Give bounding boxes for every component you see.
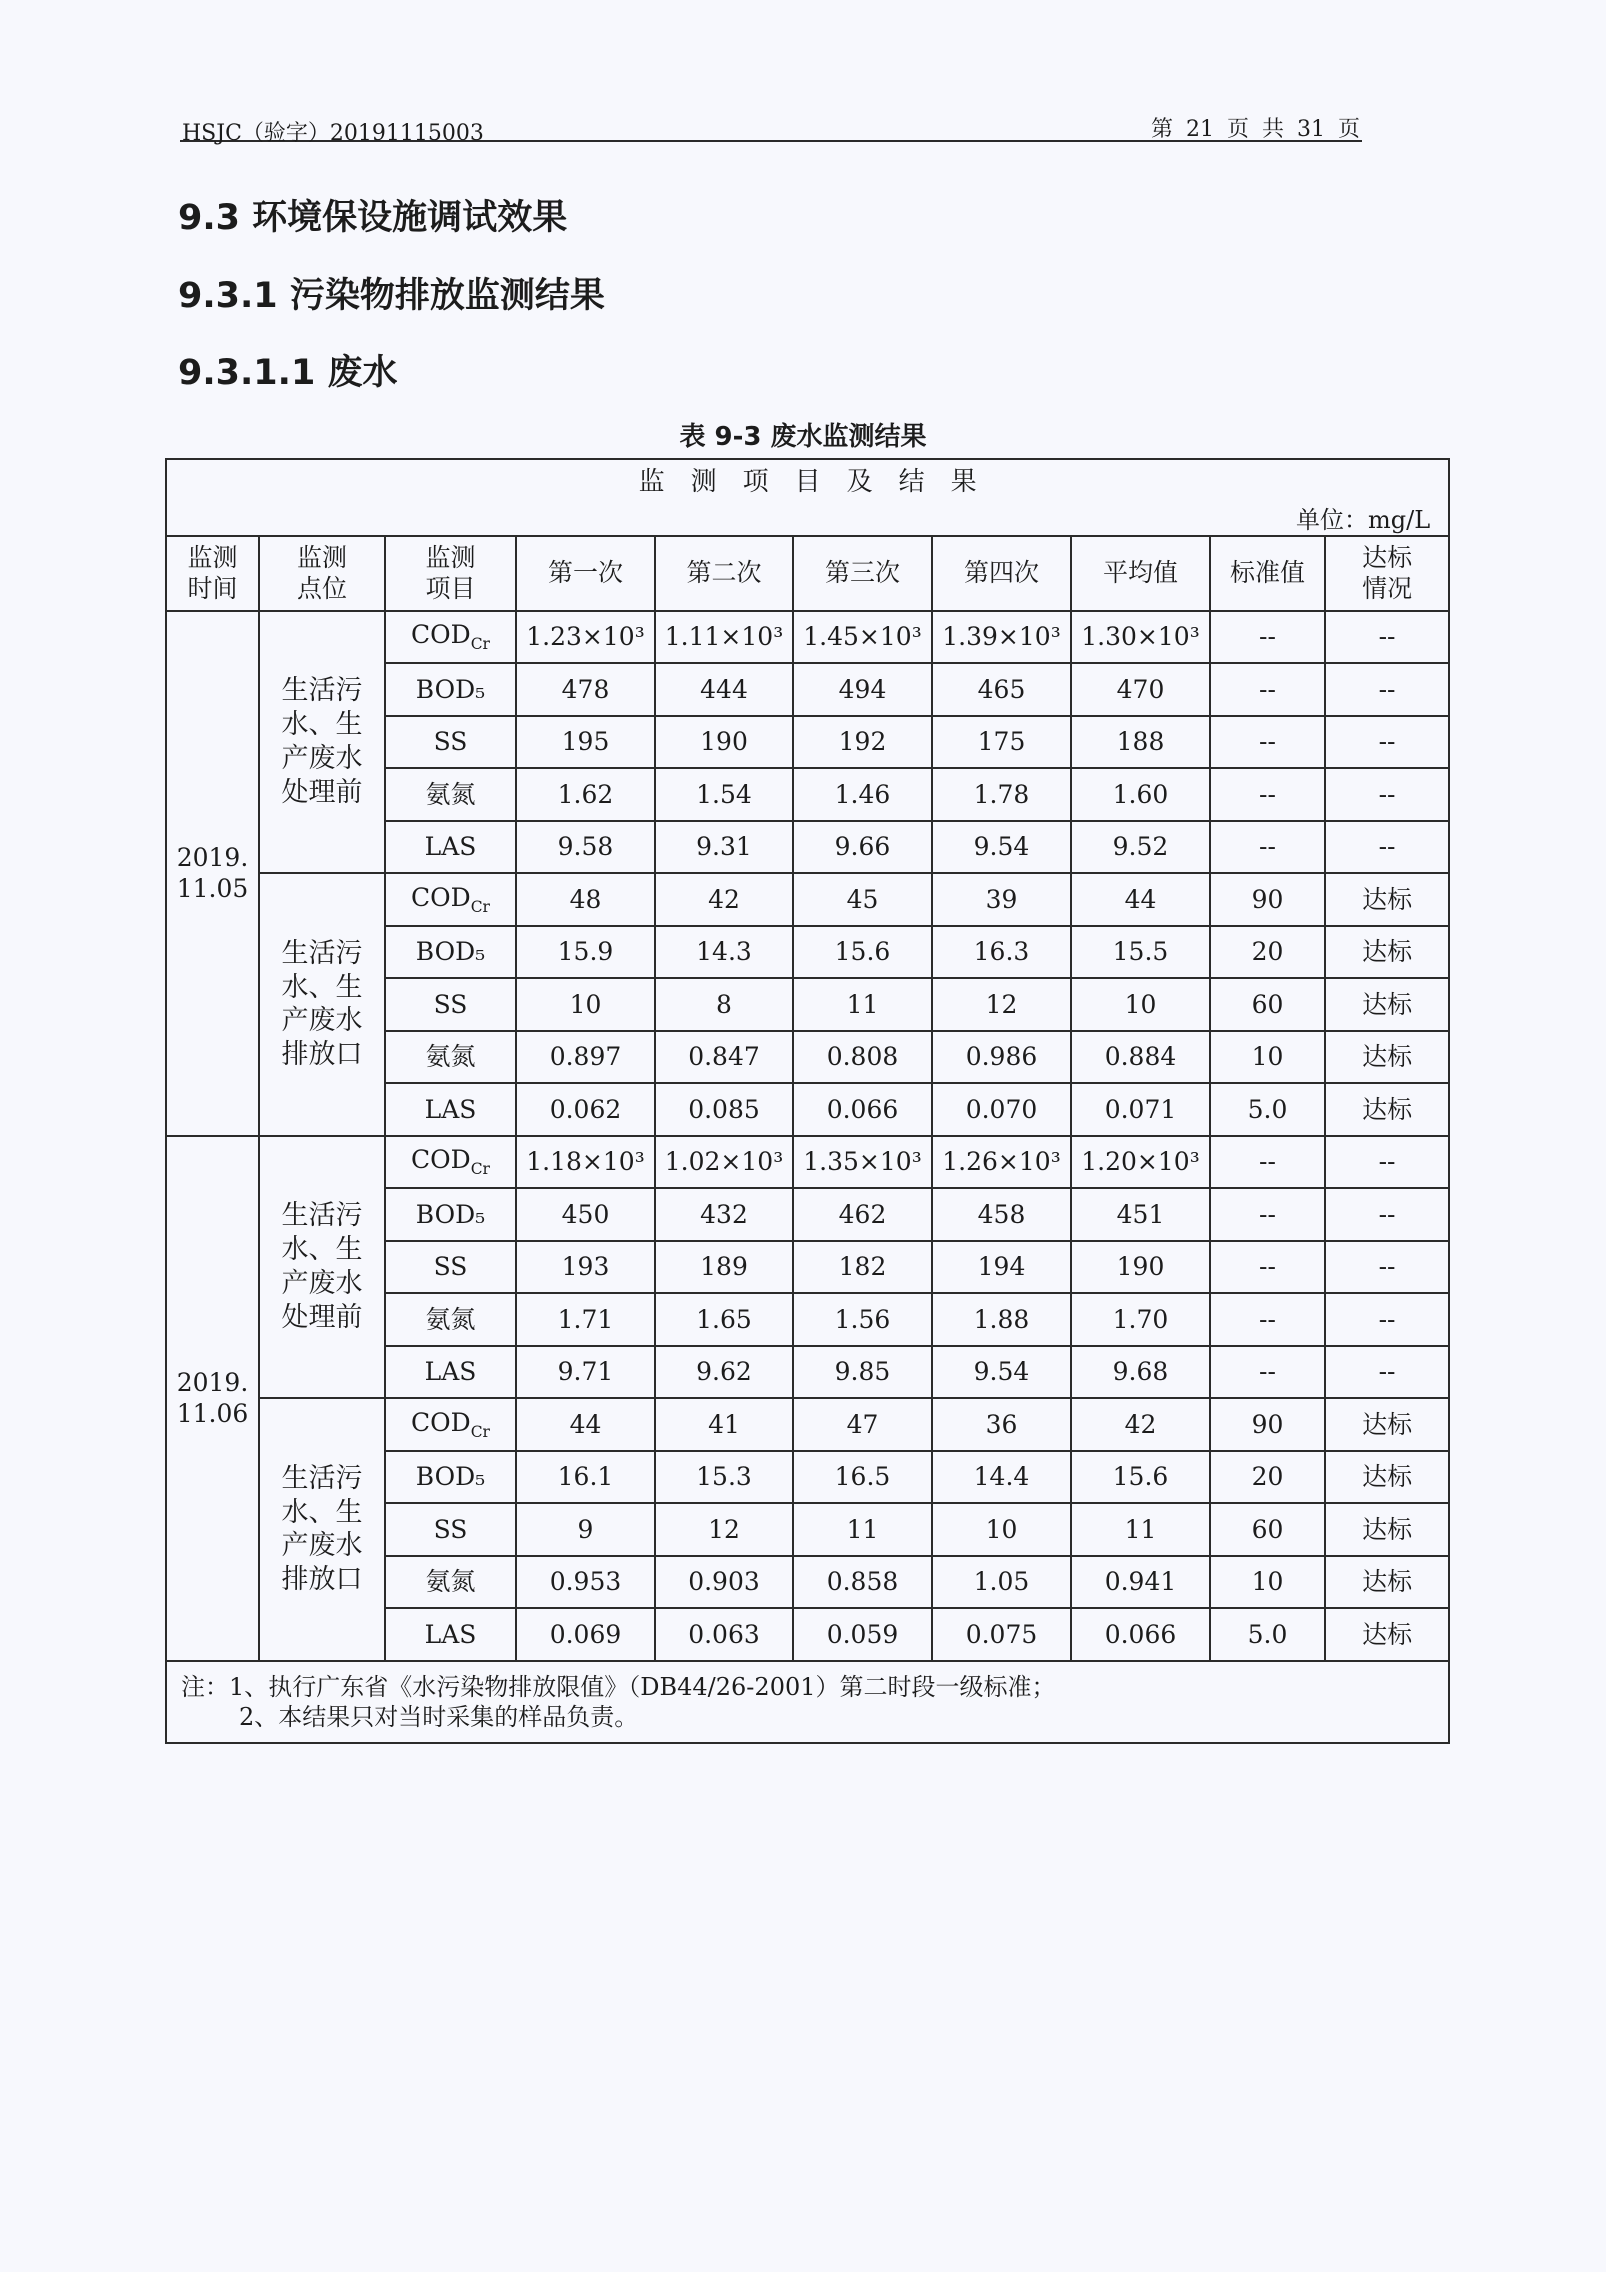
value-cell: 45 (793, 873, 932, 926)
value-cell: 9 (516, 1503, 655, 1556)
value-cell: 44 (1071, 873, 1210, 926)
value-cell: 60 (1210, 978, 1325, 1031)
column-header: 平均值 (1071, 536, 1210, 611)
value-cell: 189 (655, 1241, 793, 1294)
value-cell: 15.6 (1071, 1451, 1210, 1504)
parameter-cell: LAS (385, 1083, 516, 1136)
value-cell: 1.18×10³ (516, 1136, 655, 1189)
column-header: 第四次 (932, 536, 1071, 611)
value-cell: 44 (516, 1398, 655, 1451)
value-cell: 14.4 (932, 1451, 1071, 1504)
value-cell: 1.05 (932, 1556, 1071, 1609)
value-cell: 15.6 (793, 926, 932, 979)
value-cell: 458 (932, 1188, 1071, 1241)
value-cell: 16.3 (932, 926, 1071, 979)
value-cell: 1.54 (655, 768, 793, 821)
value-cell: 1.11×10³ (655, 611, 793, 664)
value-cell: 11 (1071, 1503, 1210, 1556)
value-cell: 193 (516, 1241, 655, 1294)
value-cell: 0.085 (655, 1083, 793, 1136)
value-cell: 90 (1210, 873, 1325, 926)
parameter-cell: SS (385, 716, 516, 769)
value-cell: -- (1210, 1241, 1325, 1294)
value-cell: 9.52 (1071, 821, 1210, 874)
parameter-cell: $COD_{Cr}$ (385, 1398, 516, 1451)
value-cell: -- (1210, 1188, 1325, 1241)
column-header: 第三次 (793, 536, 932, 611)
parameter-cell: 氨氮 (385, 1556, 516, 1609)
value-cell: 9.71 (516, 1346, 655, 1399)
value-cell: 39 (932, 873, 1071, 926)
value-cell: 12 (932, 978, 1071, 1031)
value-cell: 42 (1071, 1398, 1210, 1451)
value-cell: 1.39×10³ (932, 611, 1071, 664)
table-title: 监测项目及结果 (638, 467, 1003, 497)
notes-row (166, 1661, 1449, 1743)
value-cell: 11 (793, 1503, 932, 1556)
value-cell: 0.071 (1071, 1083, 1210, 1136)
location-cell: 生活污 水、生 产废水 排放口 (259, 873, 385, 1136)
location-cell: 生活污 水、生 产废水 排放口 (259, 1398, 385, 1661)
column-header: 监测 点位 (259, 536, 385, 611)
value-cell: 1.35×10³ (793, 1136, 932, 1189)
value-cell: -- (1210, 611, 1325, 664)
value-cell: 494 (793, 663, 932, 716)
value-cell: -- (1325, 1293, 1449, 1346)
value-cell: -- (1210, 768, 1325, 821)
value-cell: 达标 (1325, 1608, 1449, 1661)
value-cell: 5.0 (1210, 1083, 1325, 1136)
value-cell: 9.58 (516, 821, 655, 874)
value-cell: 达标 (1325, 1451, 1449, 1504)
parameter-cell: LAS (385, 1608, 516, 1661)
value-cell: 10 (932, 1503, 1071, 1556)
value-cell: 达标 (1325, 1083, 1449, 1136)
value-cell: 42 (655, 873, 793, 926)
value-cell: 1.23×10³ (516, 611, 655, 664)
value-cell: -- (1325, 821, 1449, 874)
value-cell: 15.3 (655, 1451, 793, 1504)
value-cell: 15.5 (1071, 926, 1210, 979)
value-cell: 达标 (1325, 1503, 1449, 1556)
value-cell: 10 (1210, 1556, 1325, 1609)
value-cell: 195 (516, 716, 655, 769)
note-2: 2、本结果只对当时采集的样品负责。 (239, 1702, 639, 1731)
value-cell: 0.884 (1071, 1031, 1210, 1084)
subsection-heading: 9.3.1 污染物排放监测结果 (178, 276, 605, 316)
value-cell: 9.62 (655, 1346, 793, 1399)
column-header-row (166, 536, 1449, 611)
value-cell: 0.903 (655, 1556, 793, 1609)
section-heading: 9.3 环境保设施调试效果 (178, 198, 568, 238)
parameter-cell: $COD_{Cr}$ (385, 1136, 516, 1189)
value-cell: 1.65 (655, 1293, 793, 1346)
value-cell: 1.45×10³ (793, 611, 932, 664)
parameter-cell: LAS (385, 821, 516, 874)
value-cell: 0.063 (655, 1608, 793, 1661)
table-title-cell (166, 459, 1449, 536)
parameter-cell: $COD_{Cr}$ (385, 611, 516, 664)
value-cell: 15.9 (516, 926, 655, 979)
value-cell: 8 (655, 978, 793, 1031)
value-cell: 达标 (1325, 978, 1449, 1031)
value-cell: 9.31 (655, 821, 793, 874)
value-cell: 182 (793, 1241, 932, 1294)
value-cell: 1.78 (932, 768, 1071, 821)
value-cell: 1.46 (793, 768, 932, 821)
parameter-cell: SS (385, 1503, 516, 1556)
value-cell: 192 (793, 716, 932, 769)
value-cell: 175 (932, 716, 1071, 769)
subsubsection-heading: 9.3.1.1 废水 (178, 353, 398, 393)
value-cell: 5.0 (1210, 1608, 1325, 1661)
value-cell: 0.847 (655, 1031, 793, 1084)
column-header: 达标 情况 (1325, 536, 1449, 611)
value-cell: 432 (655, 1188, 793, 1241)
value-cell: -- (1210, 663, 1325, 716)
value-cell: -- (1325, 1188, 1449, 1241)
parameter-cell: BOD₅ (385, 926, 516, 979)
note-1: 注：1、执行广东省《水污染物排放限值》（DB44/26-2001）第二时段一级标准； (181, 1672, 1056, 1701)
parameter-cell: 氨氮 (385, 768, 516, 821)
value-cell: -- (1325, 1241, 1449, 1294)
value-cell: 0.066 (793, 1083, 932, 1136)
value-cell: 16.1 (516, 1451, 655, 1504)
parameter-cell: BOD₅ (385, 1188, 516, 1241)
value-cell: 达标 (1325, 1556, 1449, 1609)
value-cell: 1.70 (1071, 1293, 1210, 1346)
column-header: 标准值 (1210, 536, 1325, 611)
value-cell: 1.02×10³ (655, 1136, 793, 1189)
value-cell: 190 (1071, 1241, 1210, 1294)
value-cell: -- (1325, 611, 1449, 664)
value-cell: 60 (1210, 1503, 1325, 1556)
value-cell: 9.85 (793, 1346, 932, 1399)
value-cell: 11 (793, 978, 932, 1031)
value-cell: 9.54 (932, 1346, 1071, 1399)
page-header (180, 108, 1362, 146)
value-cell: 450 (516, 1188, 655, 1241)
value-cell: 14.3 (655, 926, 793, 979)
value-cell: 0.075 (932, 1608, 1071, 1661)
page-number: 第 21 页 共 31 页 (1151, 117, 1360, 142)
value-cell: 0.953 (516, 1556, 655, 1609)
value-cell: -- (1210, 821, 1325, 874)
parameter-cell: 氨氮 (385, 1031, 516, 1084)
value-cell: 16.5 (793, 1451, 932, 1504)
value-cell: 462 (793, 1188, 932, 1241)
value-cell: 451 (1071, 1188, 1210, 1241)
value-cell: -- (1325, 1346, 1449, 1399)
value-cell: 1.88 (932, 1293, 1071, 1346)
notes-cell (166, 1661, 1449, 1743)
value-cell: 10 (1210, 1031, 1325, 1084)
value-cell: 0.066 (1071, 1608, 1210, 1661)
value-cell: 470 (1071, 663, 1210, 716)
parameter-cell: SS (385, 1241, 516, 1294)
value-cell: -- (1210, 1293, 1325, 1346)
value-cell: -- (1210, 1346, 1325, 1399)
value-cell: 0.941 (1071, 1556, 1210, 1609)
value-cell: 1.30×10³ (1071, 611, 1210, 664)
unit-label: 单位：mg/L (1295, 505, 1431, 534)
value-cell: 1.60 (1071, 768, 1210, 821)
value-cell: 20 (1210, 926, 1325, 979)
table-row (166, 1398, 1449, 1451)
value-cell: 0.858 (793, 1556, 932, 1609)
column-header: 监测 时间 (166, 536, 259, 611)
column-header: 第一次 (516, 536, 655, 611)
value-cell: 0.059 (793, 1608, 932, 1661)
value-cell: 9.54 (932, 821, 1071, 874)
value-cell: 1.56 (793, 1293, 932, 1346)
value-cell: 达标 (1325, 926, 1449, 979)
value-cell: -- (1210, 716, 1325, 769)
value-cell: 达标 (1325, 1398, 1449, 1451)
table-row (166, 1136, 1449, 1189)
parameter-cell: $COD_{Cr}$ (385, 873, 516, 926)
value-cell: 9.66 (793, 821, 932, 874)
parameter-cell: 氨氮 (385, 1293, 516, 1346)
value-cell: 达标 (1325, 873, 1449, 926)
value-cell: 0.069 (516, 1608, 655, 1661)
value-cell: 1.26×10³ (932, 1136, 1071, 1189)
value-cell: 1.71 (516, 1293, 655, 1346)
parameter-cell: LAS (385, 1346, 516, 1399)
column-header: 监测 项目 (385, 536, 516, 611)
value-cell: 1.62 (516, 768, 655, 821)
value-cell: 90 (1210, 1398, 1325, 1451)
value-cell: 444 (655, 663, 793, 716)
value-cell: 0.986 (932, 1031, 1071, 1084)
value-cell: 10 (516, 978, 655, 1031)
value-cell: -- (1325, 768, 1449, 821)
parameter-cell: BOD₅ (385, 1451, 516, 1504)
value-cell: -- (1325, 716, 1449, 769)
value-cell: 1.20×10³ (1071, 1136, 1210, 1189)
value-cell: 47 (793, 1398, 932, 1451)
table-row (166, 611, 1449, 664)
parameter-cell: SS (385, 978, 516, 1031)
report-number: HSJC（验字）20191115003 (182, 121, 484, 146)
value-cell: 12 (655, 1503, 793, 1556)
value-cell: 188 (1071, 716, 1210, 769)
date-cell: 2019. 11.06 (166, 1136, 259, 1661)
value-cell: 194 (932, 1241, 1071, 1294)
value-cell: -- (1210, 1136, 1325, 1189)
parameter-cell: BOD₅ (385, 663, 516, 716)
value-cell: 0.062 (516, 1083, 655, 1136)
value-cell: 20 (1210, 1451, 1325, 1504)
value-cell: 48 (516, 873, 655, 926)
value-cell: 0.070 (932, 1083, 1071, 1136)
value-cell: -- (1325, 663, 1449, 716)
value-cell: 0.897 (516, 1031, 655, 1084)
value-cell: 达标 (1325, 1031, 1449, 1084)
value-cell: 9.68 (1071, 1346, 1210, 1399)
value-cell: 190 (655, 716, 793, 769)
value-cell: 0.808 (793, 1031, 932, 1084)
location-cell: 生活污 水、生 产废水 处理前 (259, 1136, 385, 1399)
table-caption: 表 9-3 废水监测结果 (679, 422, 927, 452)
location-cell: 生活污 水、生 产废水 处理前 (259, 611, 385, 874)
table-row (166, 873, 1449, 926)
value-cell: 41 (655, 1398, 793, 1451)
value-cell: 465 (932, 663, 1071, 716)
wastewater-results-table (165, 458, 1450, 1744)
value-cell: 36 (932, 1398, 1071, 1451)
value-cell: 10 (1071, 978, 1210, 1031)
column-header: 第二次 (655, 536, 793, 611)
value-cell: -- (1325, 1136, 1449, 1189)
date-cell: 2019. 11.05 (166, 611, 259, 1136)
value-cell: 478 (516, 663, 655, 716)
